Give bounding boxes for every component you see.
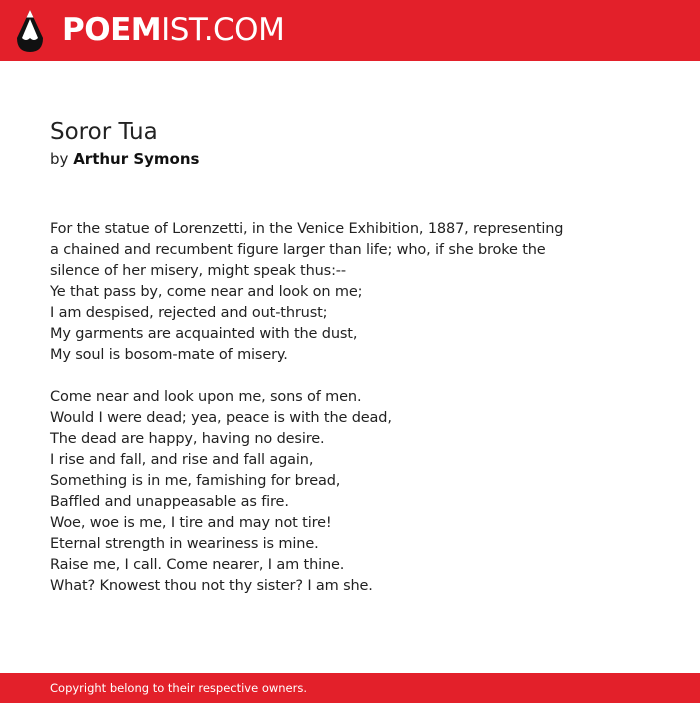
by-label: by: [50, 150, 69, 168]
poem-line: Raise me, I call. Come nearer, I am thine.: [50, 557, 345, 573]
stanza: [50, 387, 670, 597]
poem-line: I am despised, rejected and out-thrust;: [50, 305, 328, 321]
logo-text-light: IST.COM: [161, 12, 285, 48]
poem-line: Would I were dead; yea, peace is with the dead,: [50, 410, 392, 426]
site-footer: [0, 673, 700, 703]
byline: [50, 149, 199, 169]
poem-line: Ye that pass by, come near and look on me;: [50, 284, 363, 300]
poem-line: My garments are acquainted with the dust,: [50, 326, 358, 342]
pencil-tip-icon: [16, 9, 44, 53]
poem-line: silence of her misery, might speak thus:--: [50, 263, 346, 279]
poem-line: The dead are happy, having no desire.: [50, 431, 325, 447]
poem-line: Baffled and unappeasable as fire.: [50, 494, 289, 510]
author-link[interactable]: Arthur Symons: [73, 150, 200, 168]
poem-line: Woe, woe is me, I tire and may not tire!: [50, 515, 332, 531]
poem-line: My soul is bosom-mate of misery.: [50, 347, 288, 363]
poem-line: For the statue of Lorenzetti, in the Venice Exhibition, 1887, representing: [50, 221, 564, 237]
stanza: [50, 219, 670, 366]
poem-line: I rise and fall, and rise and fall again,: [50, 452, 314, 468]
logo-text-bold: POEM: [62, 12, 162, 48]
site-header: [0, 0, 700, 61]
site-logo-text: [62, 12, 284, 48]
poem-title: Soror Tua: [50, 119, 158, 145]
copyright-text: Copyright belong to their respective owners.: [50, 681, 308, 695]
poem-line: Something is in me, famishing for bread,: [50, 473, 341, 489]
poem-body: [50, 219, 670, 618]
poem-line: Come near and look upon me, sons of men.: [50, 389, 362, 405]
poem-line: What? Knowest thou not thy sister? I am she.: [50, 578, 373, 594]
poem-line: a chained and recumbent figure larger than life; who, if she broke the: [50, 242, 546, 258]
poem-line: Eternal strength in weariness is mine.: [50, 536, 319, 552]
